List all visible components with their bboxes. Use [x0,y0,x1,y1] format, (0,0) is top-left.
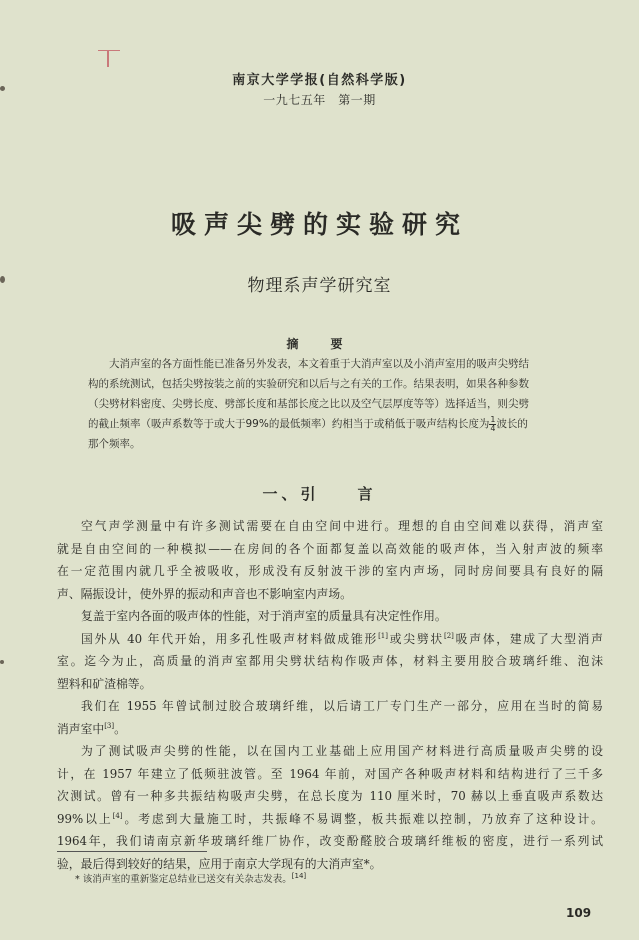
body-text-span: 。 [114,721,126,736]
body-line: 次测试。曾有一种多共振结构吸声尖劈，在总长度为 110 厘米时，70 赫以上垂直吸声系数达 [57,789,603,803]
body-text-span: 吸声体，建成了大型消声 [453,631,603,646]
abstract-line-4-tail: 波长的 [496,418,528,430]
fraction-denominator: 4 [490,423,496,433]
footnote-rule [57,851,207,852]
fraction-numerator: 1 [490,414,496,424]
abstract-line-3: （尖劈材料密度、尖劈长度、劈部长度和基部长度之比以及空气层厚度等等）选择适当，则尖劈 [88,398,529,410]
citation-ref: [2] [443,631,454,640]
abstract-line-1: 大消声室的各方面性能已准备另外发表，本文着重于大消声室以及小消声室用的吸声尖劈结 [109,358,529,370]
binding-hole-bottom [0,660,4,664]
body-text-span: 国外从 40 年代开始，用多孔性吸声材料做成锥形 [81,631,379,646]
journal-title: 南京大学学报(自然科学版) [232,73,407,88]
abstract-line-4 [88,414,584,434]
body-line [57,808,603,831]
section-heading-introduction: 一、引 言 [262,485,377,503]
abstract-line-5: 那个频率。 [88,438,141,450]
journal-issue: 一九七五年 第一期 [263,93,376,107]
body-line: 我们在 1955 年曾试制过胶合玻璃纤维，以后请工厂专门生产一部分，应用在当时的简易 [81,699,603,713]
article-author: 物理系声学研究室 [247,276,392,296]
body-line: 空气声学测量中有许多测试需要在自由空间中进行。理想的自由空间难以获得，消声室 [81,519,603,533]
page-number: 109 [566,906,592,920]
body-line: 声、隔振设计，使外界的振动和声音也不影响室内声场。 [57,586,352,601]
citation-ref: [4] [112,811,123,820]
body-line: 塑料和矿渣棉等。 [57,676,152,691]
footnote [75,871,306,885]
body-text [57,515,603,875]
body-line [57,628,603,651]
body-line: 验，最后得到较好的结果，应用于南京大学现有的大消声室*。 [57,856,382,871]
body-text-span: 。考虑到大量施工时，共振峰不易调整，板共振难以控制，乃放弃了这种设计。 [122,811,603,826]
citation-ref: [1] [378,631,388,640]
body-line: 1964年，我们请南京新华玻璃纤维厂协作，改变酚醛胶合玻璃纤维板的密度，进行一系列试 [57,834,603,848]
footnote-text: * 该消声室的重新鉴定总结业已送交有关杂志发表。 [75,874,292,885]
abstract-line-4-text: 的截止频率（吸声系数等于或大于99%的最低频率）约相当于或稍低于吸声结构长度为 [88,418,490,430]
body-line: 就是自由空间的一种模拟——在房间的各个面都复盖以高效能的吸声体，当入射声波的频率 [57,541,603,556]
body-text-span: 99%以上 [57,811,113,826]
footnote-ref: [14] [291,871,307,880]
abstract-heading: 摘 要 [286,337,353,351]
body-line: 复盖于室内各面的吸声体的性能，对于消声室的质量具有决定性作用。 [81,609,447,623]
abstract-line-2: 构的系统测试，包括尖劈按装之前的实验研究和以后与之有关的工作。结果表明，如果各种参数 [88,378,529,390]
body-text-span: 消声室中 [57,721,105,736]
article-title: 吸声尖劈的实验研究 [170,210,468,239]
citation-ref: [3] [104,721,115,730]
body-line: 为了测试吸声尖劈的性能，以在国内工业基础上应用国产材料进行高质量吸声尖劈的设 [81,744,603,758]
abstract-text [88,354,584,454]
body-line: 计，在 1957 年建立了低频驻波管。至 1964 年前，对国产各种吸声材料和结构进行了三千多 [57,766,603,781]
body-line: 室。迄今为止，高质量的消声室都用尖劈状结构作吸声体，材料主要用胶合玻璃纤维、泡沫 [57,654,603,668]
body-line [57,718,603,741]
body-line: 在一定范围内就几乎全被吸收，形成没有反射波干涉的室内声场，同时房间要具有良好的隔 [57,564,603,578]
pen-mark [98,50,120,69]
body-text-span: 或尖劈状 [388,631,444,646]
